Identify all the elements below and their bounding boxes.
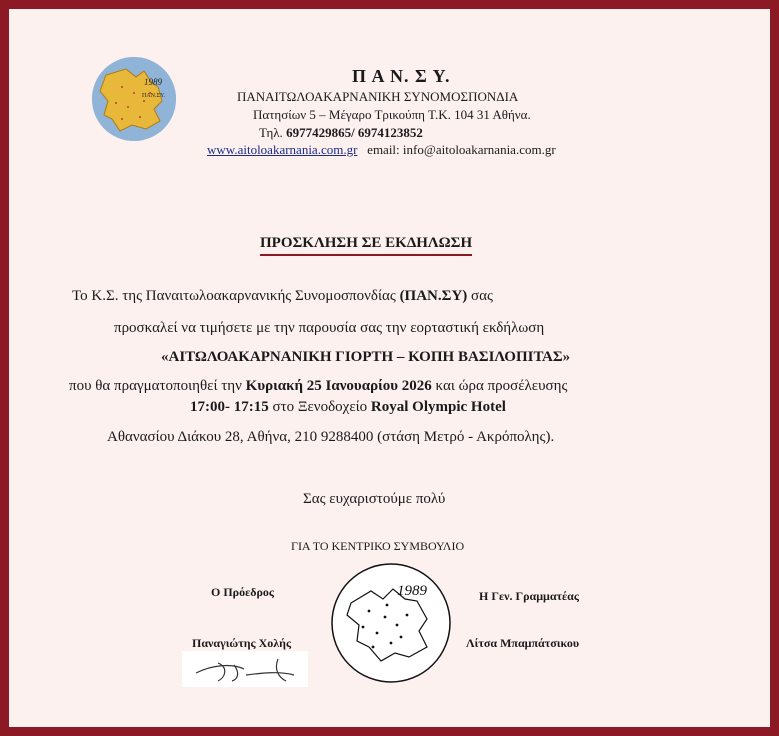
invitation-page: [9, 9, 770, 727]
president-title: Ο Πρόεδρος: [211, 585, 274, 599]
line1-end: σας: [467, 288, 493, 304]
signature-icon: [182, 651, 308, 687]
invitation-heading: ΠΡΟΣΚΛΗΣΗ ΣΕ ΕΚΔΗΛΩΣΗ: [260, 235, 472, 256]
invitation-line-1: [72, 288, 493, 305]
invitation-line-4: [69, 378, 567, 395]
logo-text: ΠΑΝ.ΣΥ.: [142, 93, 166, 99]
event-venue: Royal Olympic Hotel: [370, 399, 506, 415]
event-name: «ΑΙΤΩΛΟΑΚΑΡΝΑΝΙΚΗ ΓΙΟΡΤΗ – ΚΟΠΗ ΒΑΣΙΛΟΠΙΤΑΣ»: [161, 349, 571, 365]
org-web-contacts: [207, 142, 556, 158]
line1-org: (ΠΑΝ.ΣΥ): [399, 288, 468, 304]
line4-end: και ώρα προσέλευσης: [431, 378, 568, 394]
seal-stamp-icon: [329, 561, 453, 685]
event-time: 17:00- 17:15: [190, 399, 269, 415]
tel-label: Τηλ.: [259, 125, 283, 140]
website-link[interactable]: www.aitoloakarnania.com.gr: [207, 142, 358, 157]
invitation-line-5: [190, 399, 506, 416]
organization-logo: [92, 57, 176, 141]
line5-text: στο Ξενοδοχείο: [268, 399, 371, 415]
org-phone: [259, 125, 423, 141]
org-short-name: Π Α Ν. Σ Υ.: [352, 66, 451, 86]
seal-year: 1989: [397, 583, 427, 599]
secretary-title: Η Γεν. Γραμματέας: [479, 589, 579, 603]
org-address: Πατησίων 5 – Μέγαρο Τρικούπη Τ.Κ. 104 31 Αθήνα.: [253, 107, 531, 122]
line1-text: Το Κ.Σ. της Παναιτωλοακαρνανικής Συνομοσπονδίας: [72, 288, 400, 304]
tel-numbers: 6977429865/ 6974123852: [286, 125, 423, 140]
president-name: Παναγιώτης Χολής: [192, 636, 292, 650]
event-date: Κυριακή 25 Ιανουαρίου 2026: [245, 378, 432, 394]
org-full-name: ΠΑΝΑΙΤΩΛΟΑΚΑΡΝΑΝΙΚΗ ΣΥΝΟΜΟΣΠΟΝΔΙΑ: [237, 89, 519, 104]
invitation-line-2: προσκαλεί να τιμήσετε με την παρουσία σας την εορταστική εκδήλωση: [114, 320, 545, 336]
email-address[interactable]: email: info@aitoloakarnania.com.gr: [367, 142, 556, 157]
thanks-text: Σας ευχαριστούμε πολύ: [303, 491, 446, 507]
line4-text: που θα πραγματοποιηθεί την: [69, 378, 246, 394]
logo-year: 1989: [144, 77, 162, 87]
council-label: ΓΙΑ ΤΟ ΚΕΝΤΡΙΚΟ ΣΥΜΒΟΥΛΙΟ: [291, 539, 465, 553]
secretary-name: Λίτσα Μπαμπάτσικου: [466, 636, 580, 650]
logo-map-icon: [92, 57, 176, 141]
venue-address: Αθανασίου Διάκου 28, Αθήνα, 210 9288400 (στάση Μετρό - Ακρόπολης).: [107, 429, 555, 445]
